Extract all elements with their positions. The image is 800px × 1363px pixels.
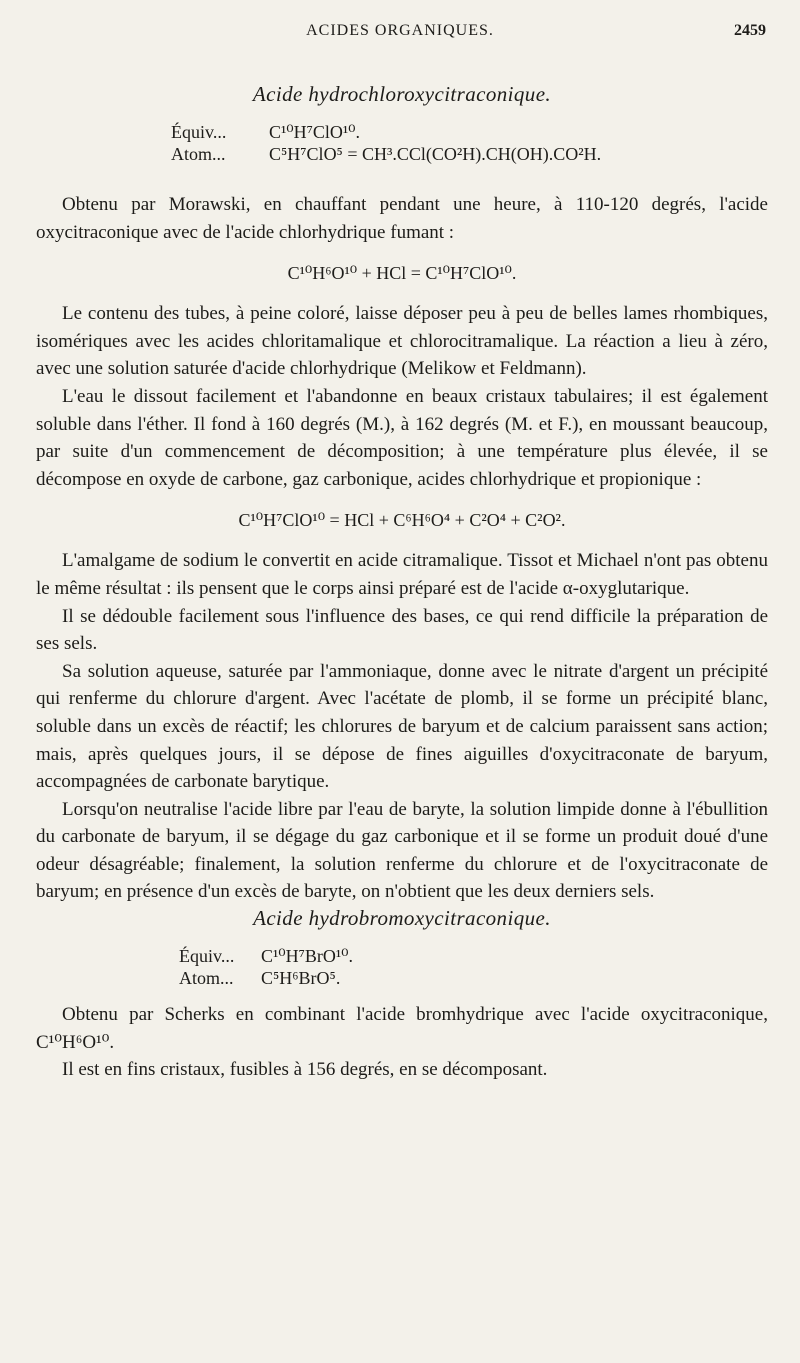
paragraph: Sa solution aqueuse, saturée par l'ammoniaque, donne avec le nitrate d'argent un précipité qui renferme du chlorure d'argent. Avec l'acétate de plomb, il se forme un précipité blanc, soluble dans un excès de réactif; les chlorures de baryum et de calcium paraissent sans action; mais, après quelques jours, il se dépose de fines aiguilles d'oxycitraconate de baryum, accompagnées de carbonate barytique.	[36, 660, 768, 793]
equation: C¹⁰H⁷ClO¹⁰ = HCl + C⁶H⁶O⁴ + C²O⁴ + C²O².	[238, 510, 566, 531]
paragraph: Lorsqu'on neutralise l'acide libre par l'eau de baryte, la solution limpide donne à l'ébullition du carbonate de baryum, il se dégage du gaz carbonique et il se forme un produit doué d'une odeur désagréable; finalement, la solution renferme du chlorure et de l'oxycitraconate de baryum; en présence d'un excès de baryte, on n'obtient que les deux derniers sels.	[36, 798, 768, 903]
paragraph: Obtenu par Morawski, en chauffant pendant une heure, à 110-120 degrés, l'acide oxycitraconique avec de l'acide chlorhydrique fumant :	[36, 194, 768, 243]
section-title-hydrobromoxycitraconique: Acide hydrobromoxycitraconique.	[253, 906, 551, 931]
atom-formula-row	[171, 143, 768, 165]
equiv-label: Équiv...	[171, 122, 227, 142]
atom-label: Atom...	[179, 968, 234, 989]
paragraph: Obtenu par Scherks en combinant l'acide bromhydrique avec l'acide oxycitraconique, C¹⁰H⁶O¹⁰.	[36, 1004, 768, 1053]
equation: C¹⁰H⁶O¹⁰ + HCl = C¹⁰H⁷ClO¹⁰.	[287, 263, 517, 284]
section-body	[36, 1001, 768, 1084]
page-header	[0, 22, 800, 52]
paragraph: Le contenu des tubes, à peine coloré, laisse déposer peu à peu de belles lames rhombiques, isomériques avec les acides chloritamalique et chlorocitramalique. La réaction a lieu à zéro, avec une solution saturée d'acide chlorhydrique (Melikow et Feldmann).	[36, 303, 768, 380]
atom-formula: C⁵H⁷ClO⁵ = CH³.CCl(CO²H).CH(OH).CO²H.	[269, 144, 602, 164]
running-title: ACIDES ORGANIQUES.	[306, 22, 494, 39]
section-title-hydrochloroxycitraconique: Acide hydrochloroxycitraconique.	[252, 82, 552, 106]
paragraph: Il est en fins cristaux, fusibles à 156 degrés, en se décomposant.	[62, 1059, 548, 1081]
equiv-formula: C¹⁰H⁷BrO¹⁰.	[261, 946, 354, 967]
equiv-formula-row	[171, 121, 768, 143]
atom-formula: C⁵H⁶BrO⁵.	[261, 968, 341, 989]
equiv-formula-row	[179, 945, 768, 967]
formula-block	[171, 121, 768, 165]
atom-label: Atom...	[171, 144, 226, 164]
page-number: 2459	[734, 22, 766, 39]
formula-block	[179, 945, 768, 989]
atom-formula-row	[179, 967, 768, 989]
paragraph: L'amalgame de sodium le convertit en acide citramalique. Tissot et Michael n'ont pas obtenu le même résultat : ils pensent que le corps ainsi préparé est de l'acide α-oxyglutarique.	[36, 550, 768, 599]
paragraph: Il se dédouble facilement sous l'influence des bases, ce qui rend difficile la préparation de ses sels.	[36, 605, 768, 655]
paragraph: L'eau le dissout facilement et l'abandonne en beaux cristaux tabulaires; il est également soluble dans l'éther. Il fond à 160 degrés (M.), à 162 degrés (M. et F.), en moussant beaucoup, par suite d'un commencement de décomposition; à une température plus élevée, il se décompose en oxyde de carbone, gaz carbonique, acides chlorhydrique et propionique :	[36, 385, 768, 490]
equiv-formula: C¹⁰H⁷ClO¹⁰.	[269, 122, 361, 142]
page-body	[36, 82, 768, 1084]
equiv-label: Équiv...	[179, 946, 235, 967]
